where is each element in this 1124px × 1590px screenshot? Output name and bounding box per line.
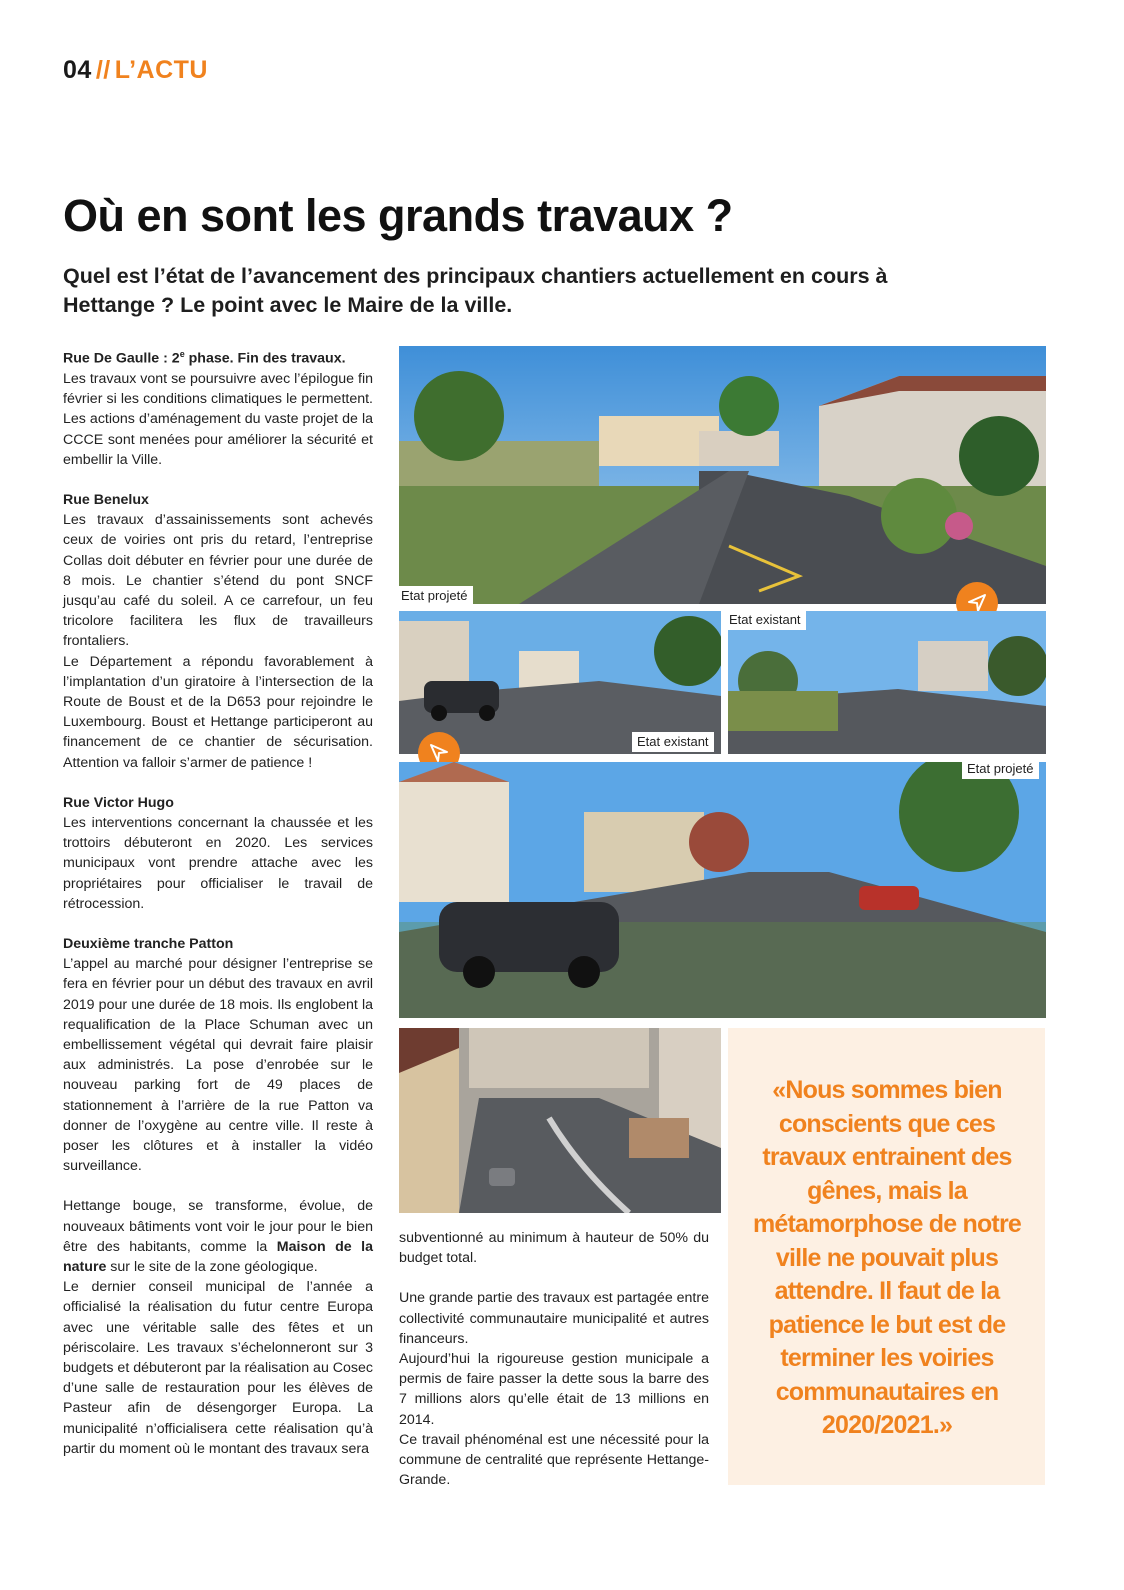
- photo-etat-existant-right: [728, 611, 1046, 754]
- paragraph-dette: Aujourd’hui la rigoureuse gestion municipale a permis de faire passer la dette sous la barre des 7 millions alors qu’elle était de 13 millions en 2014.: [399, 1351, 709, 1428]
- paragraph-rue-benelux-1: Les travaux d’assainissements sont achevés ceux de voiries ont pris du retard, l’entreprise Collas doit débuter en février pour une durée de 8 mois. Le chantier s’étend du pont SNCF jusqu’au café du soleil. A ce carrefour, un feu tricolore facilitera les flux de travailleurs frontaliers.: [63, 512, 373, 650]
- article-title: Où en sont les grands travaux ?: [63, 190, 733, 241]
- article-column-2: [399, 1228, 709, 1490]
- paragraph-rue-victor-hugo: Les interventions concernant la chaussée et les trottoirs débuteront en 2020. Les services municipaux vont prendre attache avec les propriétaires pour officialiser le travail de rétrocession.: [63, 815, 373, 912]
- paragraph-rue-benelux-2: Le Département a répondu favorablement à l’implantation d’un giratoire à l’intersection de la Route de Boust et de la D653 pour rejoindre le Luxembourg. Boust et Hettange participeront au financement de ce chantier de sécurisation. Attention va falloir s’armer de patience !: [63, 653, 373, 771]
- photo-etat-projete-bottom: [399, 762, 1046, 1018]
- paragraph-conseil-municipal: Le dernier conseil municipal de l’année a officialisé la réalisation du futur centre Europa avec une véritable salle des fêtes et un périscolaire. Les travaux s’échelonneront sur 3 budgets et débuteront par la réalisation au Cosec d’une salle de restauration pour les élèves de Pasteur afin de désengorger Europa. La municipalité n’officialisera cette réalisation qu’à partir du moment où le montant des travaux sera: [63, 1279, 373, 1457]
- header-separator: //: [95, 56, 111, 84]
- street-illustration: [399, 762, 1046, 1018]
- street-illustration: [728, 611, 1046, 754]
- paragraph-patton: L’appel au marché pour désigner l’entreprise se fera en février pour un début des travaux en avril 2019 pour une durée de 18 mois. Ils englobent la requalification de la Place Schuman avec un embellissement végétal qui devrait faire plaisir aux administrés. La pose d’enrobée sur le nouveau parking fort de 49 places de stationnement à l’arrière de la rue Patton va donner de l’oxygène au centre ville. Il reste à poser les clôtures et à installer la vidéo surveillance.: [63, 956, 373, 1175]
- street-illustration: [399, 346, 1046, 604]
- paragraph-rue-de-gaulle: Les travaux vont se poursuivre avec l’épilogue fin février si les conditions climatiques le permettent. Les actions d’aménagement du vaste projet de la CCCE sont menées pour améliorer la sécurité et embellir la Ville.: [63, 370, 373, 468]
- maison-de-la-nature: Maison de la nature: [63, 1238, 373, 1276]
- photo-chantier: [399, 1028, 721, 1213]
- label-etat-existant-left: Etat existant: [632, 732, 714, 752]
- heading-patton: Deuxième tranche Patton: [63, 936, 234, 953]
- page-header: [63, 56, 208, 85]
- page-number: 04: [63, 56, 92, 84]
- heading-rue-benelux: Rue Benelux: [63, 491, 149, 508]
- text: Hettange bouge, se transforme, évolue, de nouveaux bâtiments vont voir le jour pour le bien être des habitants, comme la: [63, 1198, 373, 1255]
- paragraph-financeurs: Une grande partie des travaux est partagée entre collectivité communautaire municipalité et autres financeurs.: [399, 1290, 709, 1347]
- photo-etat-projete-top: [399, 346, 1046, 604]
- heading-text: phase. Fin des travaux.: [184, 350, 346, 367]
- paragraph-centralite: Ce travail phénoménal est une nécessité pour la commune de centralité que représente Hettange-Grande.: [399, 1431, 709, 1489]
- text: sur le site de la zone géologique.: [106, 1259, 318, 1276]
- construction-illustration: [399, 1028, 721, 1213]
- section-name: L’ACTU: [114, 56, 208, 84]
- label-etat-projete-bottom: Etat projeté: [962, 759, 1039, 779]
- mayor-quote: «Nous sommes bien conscients que ces travaux entrainent des gênes, mais la métamorphose de notre ville ne pouvait plus attendre. Il faut de la patience le but est de terminer les voiries communautaires en 2020/2021.»: [753, 1076, 1021, 1439]
- paragraph-hettange-bouge: [63, 1196, 373, 1277]
- article-column-1: [63, 344, 373, 1459]
- heading-rue-victor-hugo: Rue Victor Hugo: [63, 794, 174, 811]
- label-etat-projete-top: Etat projeté: [396, 586, 473, 606]
- heading-text: Rue De Gaulle : 2: [63, 350, 180, 367]
- heading-superscript: e: [179, 349, 185, 359]
- heading-rue-de-gaulle: [63, 344, 373, 369]
- label-etat-existant-right: Etat existant: [724, 610, 806, 630]
- article-subtitle: Quel est l’état de l’avancement des principaux chantiers actuellement en cours à Hettange ? Le point avec le Maire de la ville.: [63, 264, 888, 317]
- paragraph-subventionne: subventionné au minimum à hauteur de 50% du budget total.: [399, 1230, 709, 1267]
